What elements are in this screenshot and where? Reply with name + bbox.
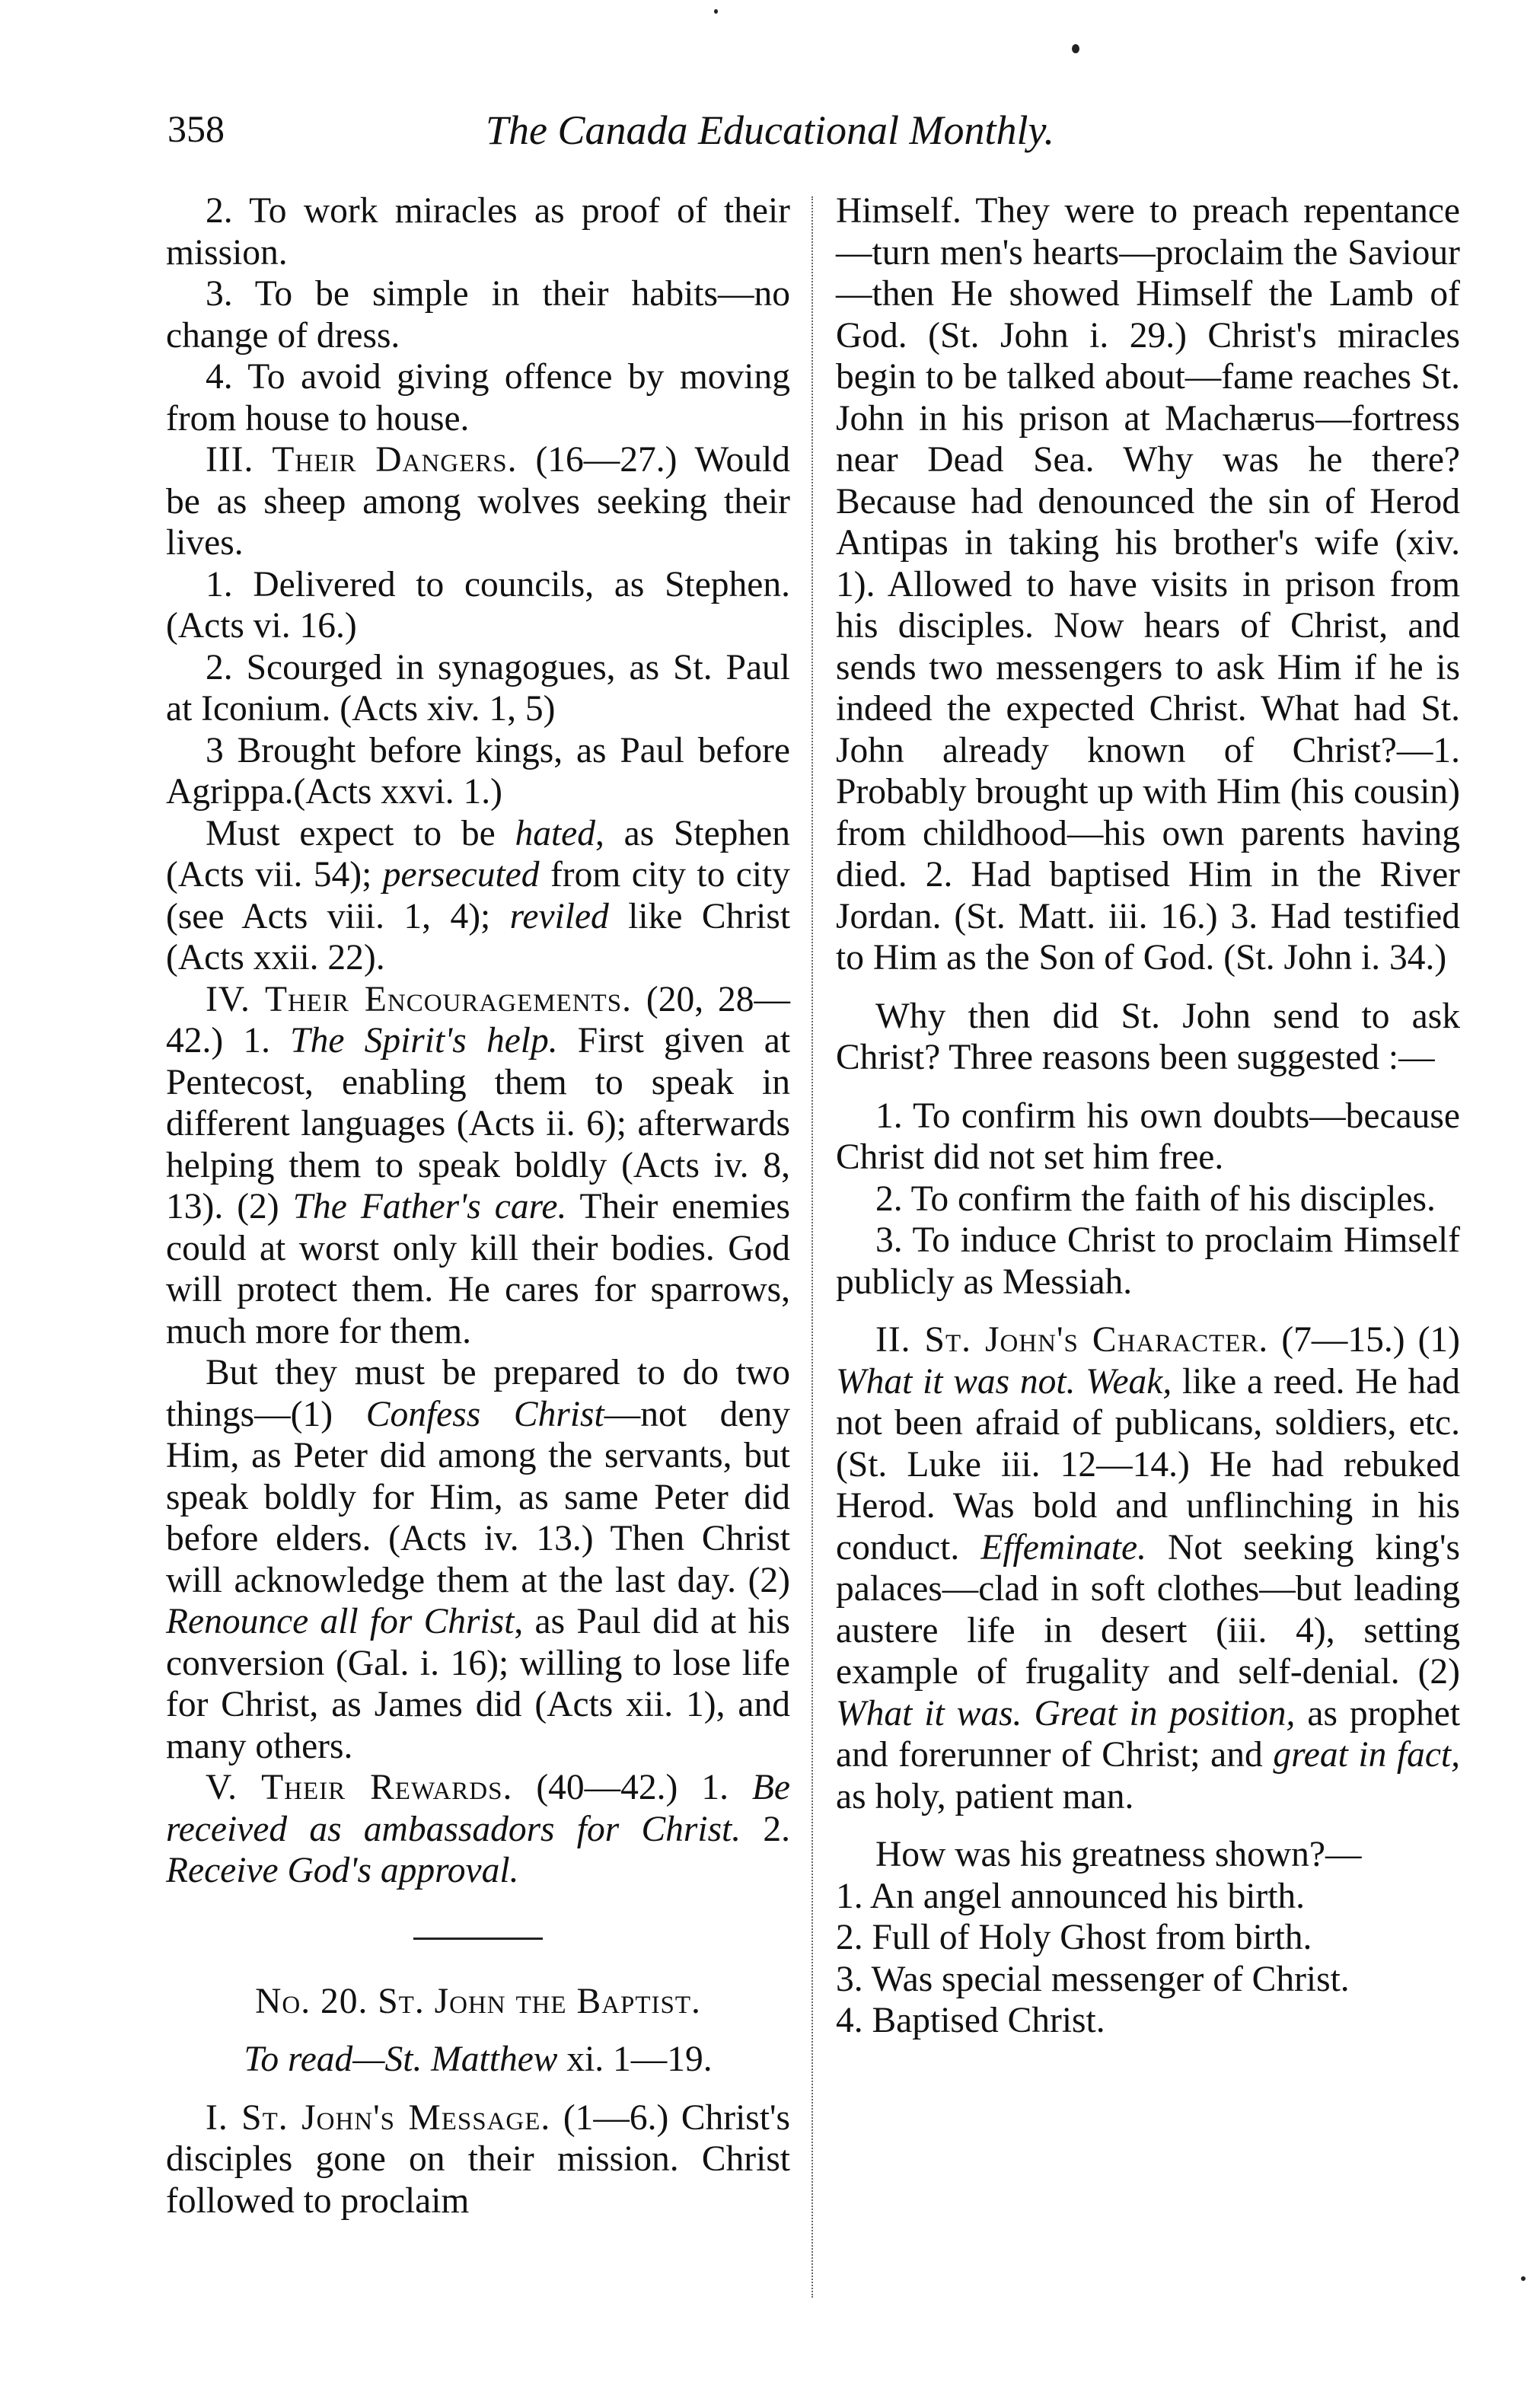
section-message: I. St. John's Message. (1—6.) Christ's disciples gone on their mission. Christ followed to proclaim	[166, 2097, 791, 2221]
section-dangers: III. Their Dangers. (16—27.) Would be as sheep among wolves seeking their lives.	[166, 440, 790, 563]
section-heading: I. St. John's Message.	[206, 2097, 551, 2138]
page-header	[0, 107, 1540, 167]
running-title: The Canada Educational Monthly.	[486, 107, 1054, 153]
list-item: 4. Baptised Christ.	[836, 2001, 1105, 2040]
section-rewards: V. Their Rewards. (40—42.) 1. Be received as ambassadors for Christ. 2. Receive God's approval.	[166, 1768, 791, 1890]
section-rule	[413, 1938, 543, 1940]
right-column	[836, 190, 1460, 2042]
section-heading: V. Their Rewards.	[206, 1768, 513, 1807]
paragraph: How was his greatness shown?—	[875, 1835, 1362, 1874]
section-character: II. St. John's Character. (7—15.) (1) What it was not. Weak, like a reed. He had not been afraid of publicans, soldiers, etc. (St. Luke iii. 12—14.) He had rebuked Herod. Was bold and unflinching in his conduct. Effeminate. Not seeking king's palaces—clad in soft clothes—but leading austere life in desert (iii. 4), setting example of frugality and self-denial. (2) What it was. Great in position, as prophet and forerunner of Christ; and great in fact, as holy, patient man.	[836, 1320, 1461, 1816]
paragraph: 3 Brought before kings, as Paul before Agrippa.(Acts xxvi. 1.)	[166, 730, 790, 812]
lesson-title: No. 20. St. John the Baptist.	[255, 1981, 701, 2021]
paragraph: Himself. They were to preach repentance—turn men's hearts—proclaim the Saviour—then He showed Himself the Lamb of God. (St. John i. 29.) Christ's miracles begin to be talked about—fame reaches St. John in his prison at Machærus—fortress near Dead Sea. Why was he there? Because had denounced the sin of Herod Antipas in taking his brother's wife (xiv. 1). Allowed to have visits in prison from his disciples. Now hears of Christ, and sends two messengers to ask Him if he is indeed the expected Christ. What had St. John already known of Christ?—1. Probably brought up with Him (his cousin) from childhood—his own parents having died. 2. Had baptised Him in the River Jordan. (St. Matt. iii. 16.) 3. Had testified to Him as the Son of God. (St. John i. 34.)	[836, 191, 1460, 978]
list-item: 2. Full of Holy Ghost from birth.	[836, 1918, 1312, 1957]
reading-reference: To read—St. Matthew xi. 1—19.	[244, 2040, 713, 2079]
left-column	[166, 190, 790, 2221]
paragraph: 1. To confirm his own doubts—because Christ did not set him free.	[836, 1096, 1460, 1177]
section-heading: II. St. John's Character.	[875, 1320, 1269, 1360]
paragraph: 1. Delivered to councils, as Stephen. (Acts vi. 16.)	[166, 564, 790, 646]
paragraph: 4. To avoid giving offence by moving from house to house.	[166, 357, 790, 439]
section-encouragements: IV. Their Encouragements. (20, 28—42.) 1. The Spirit's help. First given at Pentecost, enabling them to speak in different languages (Acts ii. 6); afterwards helping them to speak boldly (Acts iv. 8, 13). (2) The Father's care. Their enemies could at worst only kill their bodies. God will protect them. He cares for sparrows, much more for them.	[166, 979, 791, 1351]
ink-speck	[1072, 44, 1079, 53]
paragraph: Why then did St. John send to ask Christ? Three reasons been suggested :—	[836, 996, 1460, 1077]
paragraph: 2. To work miracles as proof of their mission.	[166, 191, 790, 273]
page-number: 358	[167, 107, 225, 150]
ink-speck	[1521, 2276, 1526, 2281]
paragraph: 2. Scourged in synagogues, as St. Paul at Iconium. (Acts xiv. 1, 5)	[166, 647, 790, 729]
paragraph: Must expect to be hated, as Stephen (Acts vii. 54); persecuted from city to city (see Acts viii. 1, 4); reviled like Christ (Acts xxii. 22).	[166, 813, 791, 978]
section-heading: III. Their Dangers.	[206, 440, 518, 480]
ink-speck	[714, 9, 718, 14]
list-item: 1. An angel announced his birth.	[836, 1876, 1306, 1916]
column-divider	[811, 196, 813, 2298]
paragraph: 3. To induce Christ to proclaim Himself publicly as Messiah.	[836, 1220, 1460, 1302]
list-item: 3. Was special messenger of Christ.	[836, 1959, 1350, 1999]
section-heading: IV. Their Encouragements.	[206, 979, 632, 1019]
paragraph: But they must be prepared to do two things—(1) Confess Christ—not deny Him, as Peter did among the servants, but speak boldly for Him, as same Peter did before elders. (Acts iv. 13.) Then Christ will acknowledge them at the last day. (2) Renounce all for Christ, as Paul did at his conversion (Gal. i. 16); willing to lose life for Christ, as James did (Acts xii. 1), and many others.	[166, 1353, 791, 1766]
paragraph: 3. To be simple in their habits—no change of dress.	[166, 274, 790, 356]
paragraph: 2. To confirm the faith of his disciples.	[875, 1178, 1436, 1219]
